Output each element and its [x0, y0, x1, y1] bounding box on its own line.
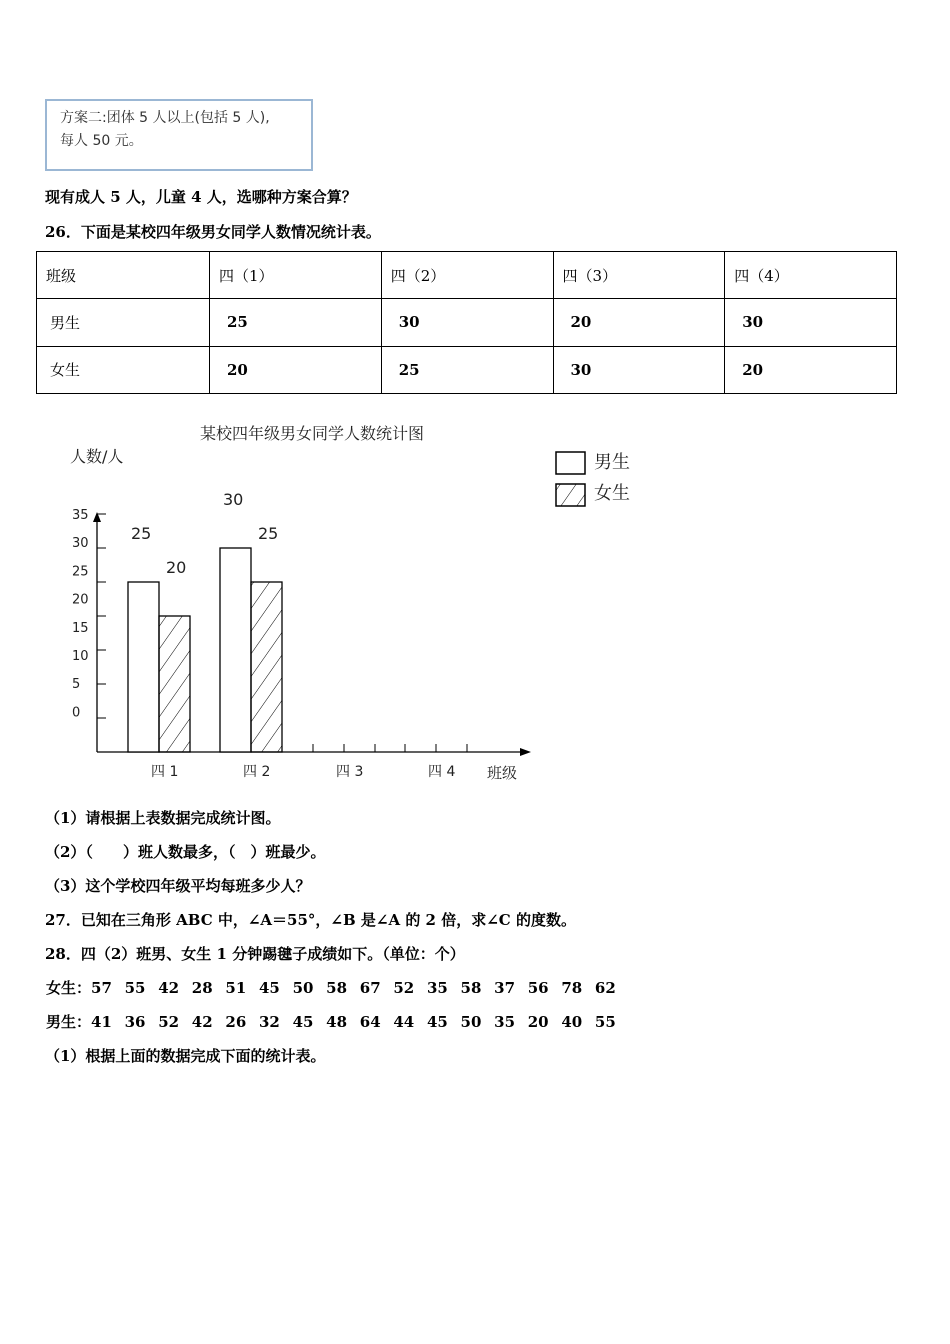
q28-boys-value: 55 — [594, 1013, 616, 1031]
table-header-cell: 班级 — [37, 252, 210, 299]
bar-chart — [0, 400, 950, 800]
q26-sub3: （3）这个学校四年级平均每班多少人？ — [45, 877, 311, 895]
legend-label-boys: 男生 — [594, 452, 630, 473]
q28-girls-row — [46, 977, 629, 998]
q28-boys-value: 64 — [359, 1013, 381, 1031]
table-header-cell: 四（4） — [725, 252, 897, 299]
y-tick-label: 35 — [72, 508, 89, 523]
q28-girls-value: 35 — [426, 979, 448, 997]
chart-x-label: 班级 — [487, 764, 518, 782]
q28-girls-value: 42 — [158, 979, 180, 997]
q27: 27．已知在三角形 ABC 中，∠A＝55°，∠B 是∠A 的 2 倍，求∠C 的度数。 — [45, 911, 576, 929]
q28-girls-value: 51 — [225, 979, 247, 997]
y-tick-label: 0 — [72, 705, 81, 721]
table-cell: 30 — [725, 299, 897, 346]
y-tick-label: 25 — [72, 564, 89, 580]
q28-boys-value: 36 — [124, 1013, 146, 1031]
x-axis-arrow — [520, 748, 531, 756]
bar-value-label: 20 — [166, 558, 187, 577]
q28-boys-label: 男生： — [46, 1013, 92, 1031]
q28-boys-value: 35 — [494, 1013, 516, 1031]
x-category-label: 四 4 — [428, 764, 456, 780]
q28-boys-value: 26 — [225, 1013, 247, 1031]
q28-girls-value: 57 — [91, 979, 112, 997]
table-cell: 20 — [553, 299, 725, 346]
q28-girls-value: 52 — [393, 979, 415, 997]
x-category-label: 四 3 — [336, 764, 364, 780]
y-tick-label: 20 — [72, 592, 89, 608]
stats-table — [36, 251, 897, 394]
q26-sub1: （1）请根据上表数据完成统计图。 — [45, 809, 281, 827]
chart-title: 某校四年级男女同学人数统计图 — [199, 424, 425, 443]
q28-title: 28．四（2）班男、女生 1 分钟踢毽子成绩如下。（单位：个） — [45, 945, 465, 963]
bar-value-label: 25 — [131, 524, 152, 543]
q28-sub1: （1）根据上面的数据完成下面的统计表。 — [45, 1047, 326, 1065]
legend-swatch-girls — [556, 484, 585, 506]
q28-girls-value: 45 — [258, 979, 280, 997]
plan-box — [45, 99, 313, 171]
bar-girls — [251, 582, 282, 752]
q28-girls-value: 50 — [292, 979, 314, 997]
q28-girls-value: 56 — [527, 979, 549, 997]
q28-girls-value: 55 — [124, 979, 146, 997]
table-header-cell: 四（3） — [553, 252, 725, 299]
table-header-cell: 四（2） — [381, 252, 553, 299]
q28-boys-value: 50 — [460, 1013, 482, 1031]
q28-boys-value: 52 — [158, 1013, 180, 1031]
q28-girls-value: 67 — [359, 979, 381, 997]
q28-boys-row — [46, 1011, 629, 1032]
table-row-label: 女生 — [37, 346, 210, 393]
q28-girls-value: 58 — [326, 979, 348, 997]
chart-y-label: 人数/人 — [70, 447, 124, 466]
y-tick-label: 15 — [72, 620, 89, 636]
table-header-cell: 四（1） — [210, 252, 382, 299]
q28-boys-value: 40 — [561, 1013, 583, 1031]
q28-boys-value: 32 — [258, 1013, 280, 1031]
table-cell: 25 — [210, 299, 382, 346]
q28-boys-value: 44 — [393, 1013, 415, 1031]
q28-girls-label: 女生： — [46, 979, 92, 997]
table-row — [37, 299, 897, 346]
x-category-label: 四 1 — [151, 764, 179, 780]
table-row — [37, 346, 897, 393]
q28-boys-value: 42 — [191, 1013, 213, 1031]
q28-boys-value: 48 — [326, 1013, 348, 1031]
y-tick-label: 30 — [72, 536, 89, 552]
q28-girls-value: 28 — [191, 979, 213, 997]
x-category-label: 四 2 — [243, 764, 271, 780]
q28-boys-value: 41 — [91, 1013, 112, 1031]
bar-boys — [220, 548, 251, 752]
q28-girls-value: 37 — [494, 979, 516, 997]
table-cell: 30 — [553, 346, 725, 393]
q28-girls-value: 58 — [460, 979, 482, 997]
plan-box-line2: 每人 50 元。 — [60, 133, 143, 149]
table-cell: 25 — [381, 346, 553, 393]
q26-title: 26．下面是某校四年级男女同学人数情况统计表。 — [45, 223, 381, 241]
q28-girls-value: 62 — [594, 979, 616, 997]
q28-boys-value: 45 — [426, 1013, 448, 1031]
table-row-label: 男生 — [37, 299, 210, 346]
legend-swatch-boys — [556, 452, 585, 474]
table-cell: 20 — [210, 346, 382, 393]
q28-boys-value: 45 — [292, 1013, 314, 1031]
question-line: 现有成人 5 人，儿童 4 人，选哪种方案合算？ — [45, 188, 357, 206]
bar-girls — [159, 616, 190, 752]
plan-box-line1: 方案二:团体 5 人以上(包括 5 人), — [60, 110, 270, 126]
y-tick-label: 5 — [72, 677, 81, 693]
table-header-row — [37, 252, 897, 299]
q28-boys-value: 20 — [527, 1013, 549, 1031]
table-cell: 30 — [381, 299, 553, 346]
table-cell: 20 — [725, 346, 897, 393]
bar-boys — [128, 582, 159, 752]
bar-value-label: 30 — [223, 490, 244, 509]
q28-girls-value: 78 — [561, 979, 583, 997]
y-tick-label: 10 — [72, 649, 89, 664]
legend-label-girls: 女生 — [594, 483, 630, 504]
q26-sub2: （2）（ ）班人数最多，（ ）班最少。 — [45, 843, 326, 861]
bar-value-label: 25 — [258, 524, 279, 543]
